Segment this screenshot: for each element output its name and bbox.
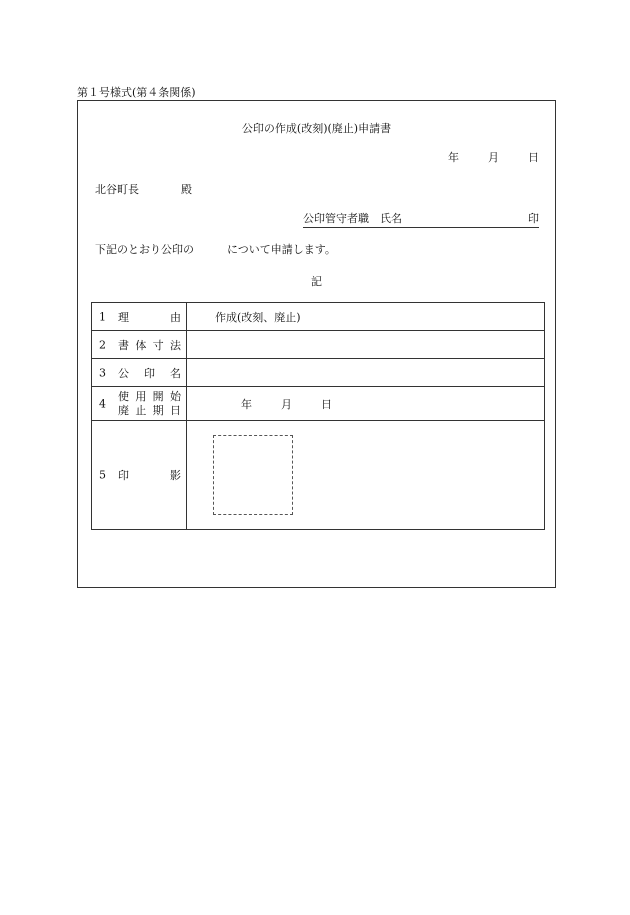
- label-char: 日: [169, 403, 181, 417]
- table-row: [92, 421, 545, 530]
- item-number: 5: [99, 468, 106, 482]
- applicant-label: 公印管守者職 氏名: [303, 212, 402, 225]
- usage-date-month: 月: [281, 397, 292, 411]
- request-statement: [95, 241, 336, 257]
- label-char: 由: [170, 310, 181, 324]
- label-char: 廃: [118, 403, 129, 417]
- label-char: 公: [118, 366, 129, 380]
- item-label-cell: [92, 303, 187, 331]
- table-row: [92, 359, 545, 387]
- label-char: 体: [135, 338, 147, 352]
- label-char: 理: [118, 310, 129, 324]
- application-form: [77, 100, 556, 588]
- label-char: 印: [118, 469, 129, 482]
- font-size-value-cell[interactable]: [187, 331, 545, 359]
- item-number: 4: [99, 397, 106, 410]
- seal-impression-cell: [187, 421, 545, 530]
- label-char: 法: [169, 338, 181, 352]
- usage-date-value-cell[interactable]: [187, 387, 545, 421]
- form-title: 公印の作成(改刻)(廃止)申請書: [241, 122, 392, 135]
- label-char: 止: [135, 403, 147, 417]
- ki-heading: 記: [311, 275, 322, 288]
- table-row: [92, 387, 545, 421]
- seal-impression-box: [213, 435, 293, 515]
- label-char: 寸: [152, 338, 164, 352]
- seal-mark: 印: [528, 212, 539, 225]
- item-number: 3: [99, 366, 106, 379]
- reason-value: 作成(改刻、廃止): [215, 310, 301, 324]
- label-char: 名: [170, 366, 181, 380]
- item-number: 2: [99, 338, 106, 351]
- label-char: 影: [170, 469, 181, 482]
- item-number: 1: [99, 310, 106, 323]
- item-label: [118, 337, 181, 353]
- reason-value-cell[interactable]: [187, 303, 545, 331]
- addressee-honorific: 殿: [181, 183, 192, 196]
- date-day-label: 日: [528, 151, 539, 164]
- item-label-cell: [92, 331, 187, 359]
- form-number-label: 第１号様式(第４条関係): [77, 86, 196, 99]
- items-table: [91, 302, 545, 530]
- label-char: 用: [135, 389, 147, 403]
- label-char: 印: [144, 366, 155, 380]
- item-label: [118, 309, 181, 325]
- label-char: 期: [152, 403, 164, 417]
- date-year-label: 年: [448, 151, 459, 164]
- label-char: 使: [118, 389, 129, 403]
- label-line-end: [118, 404, 181, 418]
- item-label: [118, 467, 181, 483]
- label-line-start: [118, 390, 181, 404]
- applicant-line: [303, 210, 539, 228]
- seal-name-value-cell[interactable]: [187, 359, 545, 387]
- usage-date-day: 日: [321, 397, 332, 411]
- date-month-label: 月: [488, 151, 499, 164]
- addressee-name: 北谷町長: [95, 183, 139, 196]
- item-label-cell: [92, 387, 187, 421]
- usage-date: [241, 396, 332, 412]
- usage-date-year: 年: [241, 397, 252, 411]
- item-label: [118, 365, 181, 381]
- label-char: 始: [169, 389, 181, 403]
- addressee: [95, 181, 192, 197]
- label-char: 開: [152, 389, 164, 403]
- request-text-before: 下記のとおり公印の: [95, 243, 194, 256]
- item-label: [118, 390, 181, 418]
- table-row: [92, 303, 545, 331]
- application-date: [448, 149, 539, 165]
- item-label-cell: [92, 359, 187, 387]
- label-char: 書: [118, 338, 129, 352]
- item-label-cell: [92, 421, 187, 530]
- request-text-after: について申請します。: [227, 243, 336, 256]
- table-row: [92, 331, 545, 359]
